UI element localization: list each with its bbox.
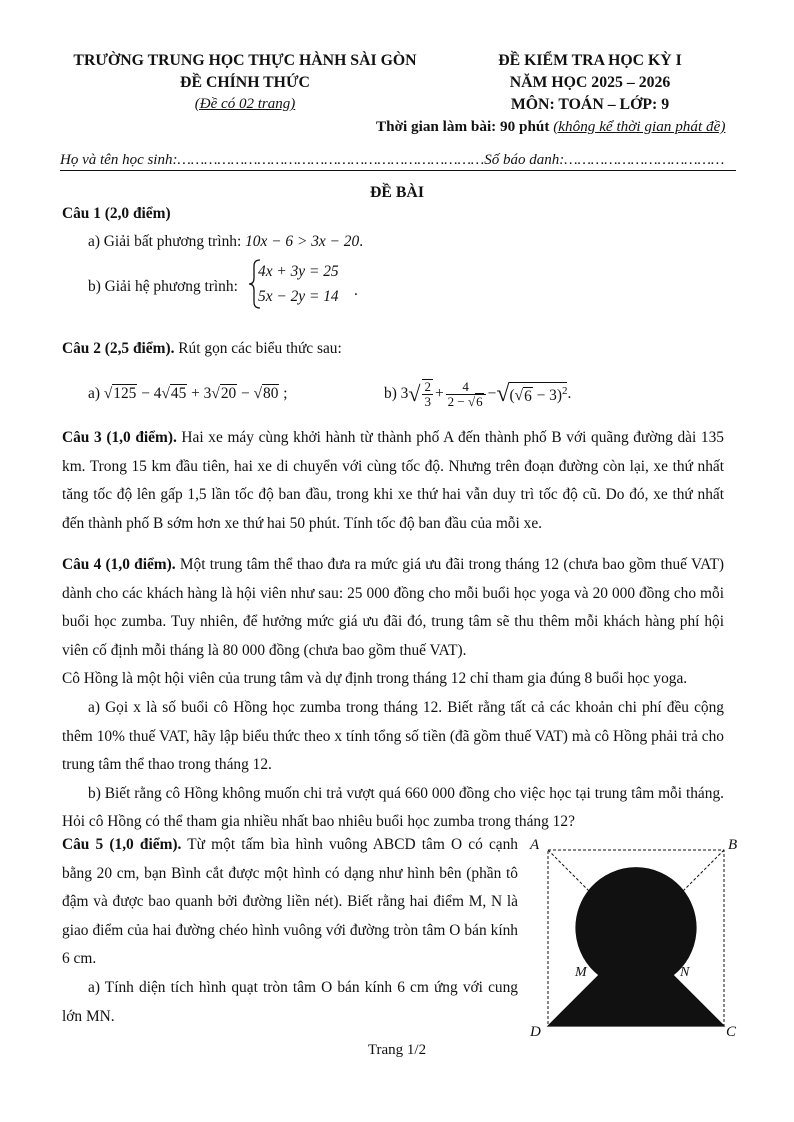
q2-b-frac2-den-b: 6 — [476, 393, 483, 409]
label-c: C — [726, 1024, 737, 1040]
q4-text: Một trung tâm thể thao đưa ra mức giá ưu đãi trong tháng 12 (chưa bao gồm thuế VAT) dành cho các khách hàng là hội viên như sau: 25 000 đồng cho mỗi buổi học yoga và 20 000 đồng cho mỗi buổi học zumba. Tuy nhiên, để hưởng mức giá ưu đãi đó, trung tâm sẽ thu thêm mỗi khách hàng phí hội viên cố định mỗi tháng là 80 000 đồng (chưa bao gồm thuế VAT). — [62, 556, 725, 659]
q2-b-radicand: $(√6 - 3)^2$ — [509, 382, 567, 405]
q1-a-text: a) Giải bất phương trình: — [88, 233, 246, 250]
student-id-dots: ……………………………… — [564, 152, 725, 168]
q2-b-inner-c: − 3) — [532, 387, 562, 405]
q2-b-inner-b: 6 — [524, 387, 532, 405]
q4-b: b) Biết rằng cô Hồng không muốn chi trả vượt quá 660 000 đồng cho việc học tại trung tâm mỗi tháng. Hỏi cô Hồng có thể tham gia nhiều nhất bao nhiêu buổi học zumba trong tháng 12? — [62, 784, 724, 831]
q1-title: Câu 1 (2,0 điểm) — [62, 205, 171, 222]
q2-title: Câu 2 (2,5 điểm). — [62, 340, 175, 357]
label-m: M — [575, 965, 587, 980]
q2-b-exp: 2 — [561, 385, 568, 398]
q2-b-op1: + — [434, 385, 444, 402]
time-line — [376, 118, 725, 136]
q5-title: Câu 5 (1,0 điểm). — [62, 836, 182, 853]
q3-title: Câu 3 (1,0 điểm). — [62, 429, 177, 446]
q2-b-frac1-num: 2 — [424, 379, 431, 394]
q2-a-t4: 80 — [263, 385, 279, 402]
student-id-label: Số báo danh: — [484, 152, 565, 168]
q2-intro: Rút gọn các biểu thức sau: — [174, 340, 342, 357]
time-note: (không kể thời gian phát đề) — [553, 118, 726, 135]
q2-b-frac2-den: 2 − √6 — [447, 393, 483, 409]
q3-block — [62, 424, 724, 538]
q3-text: Hai xe máy cùng khởi hành từ thành phố A đến thành phố B với quãng đường dài 135 km. Trong 15 km đầu tiên, hai xe di chuyển với cùng tốc độ. Nhưng trên đoạn đường còn lại, xe thứ nhất tăng tốc độ lên gấp 1,5 lần tốc độ ban đầu, trong khi xe thứ hai vẫn duy trì tốc độ cũ. Do đó, xe thứ nhất đến thành phố B sớm hơn xe thứ hai 50 phút. Tính tốc độ ban đầu của mỗi xe. — [62, 429, 724, 532]
q5-block — [62, 831, 518, 1031]
q2-b: b) 3 √ $\frac{2}{3}$ + $\frac{4}{2 - √6}$ − √ $(√6 - 3)^2$ . — [384, 378, 572, 409]
q2-header — [62, 340, 342, 358]
official-label: ĐỀ CHÍNH THỨC — [180, 74, 310, 91]
q1-b-eq1: 4x + 3y = 25 — [258, 263, 339, 280]
q2-b-frac1 — [422, 379, 433, 409]
q2-b-op2: − — [487, 385, 497, 402]
q2-b-frac2 — [446, 380, 486, 409]
page-number: Trang 1/2 — [367, 1042, 427, 1058]
student-name-label: Họ và tên học sinh: — [60, 152, 178, 168]
q4-title: Câu 4 (1,0 điểm). — [62, 556, 176, 573]
q2-a-op3: − — [237, 385, 254, 402]
square-cutout-diagram — [528, 834, 744, 1044]
header-divider — [60, 170, 736, 171]
q1-b-end: . — [354, 282, 358, 299]
q2-b-frac2-num: 4 — [446, 380, 486, 395]
q2-a-end: ; — [279, 385, 288, 402]
q4-a: a) Gọi x là số buổi cô Hồng học zumba trong tháng 12. Biết rằng tất cả các khoản chi phí đều cộng thêm 10% thuế VAT, hãy lập biểu thức theo x tính tổng số tiền (đã gồm thuế VAT) mà cô Hồng phải trả cho trung tâm thể thao trong tháng 12. — [62, 698, 724, 774]
q2-a-op1: − 4 — [137, 385, 162, 402]
label-a: A — [530, 837, 540, 853]
q2-a-t2: 45 — [170, 385, 187, 402]
q1-a — [88, 233, 363, 251]
q1-a-expr: 10x − 6 > 3x − 20 — [245, 233, 360, 250]
exam-title: ĐỀ KIỂM TRA HỌC KỲ I — [498, 52, 682, 69]
label-b: B — [728, 837, 738, 853]
q1-b-text: b) Giải hệ phương trình: — [88, 278, 238, 295]
q2-a-label: a) — [88, 385, 104, 402]
q2-a: a) √125 − 4√45 + 3√20 − √80 ; — [88, 385, 288, 402]
student-info-line — [60, 152, 724, 169]
school-name: TRƯỜNG TRUNG HỌC THỰC HÀNH SÀI GÒN — [73, 52, 417, 69]
q5-figure — [528, 834, 744, 1044]
q4-block — [62, 551, 724, 837]
student-name-dots: …………………………………………………………… — [177, 152, 485, 168]
q2-a-t1: 125 — [113, 385, 137, 402]
subject: MÔN: TOÁN – LỚP: 9 — [510, 96, 670, 113]
section-title: ĐỀ BÀI — [370, 184, 424, 201]
q2-a-op2: + 3 — [187, 385, 212, 402]
q5-a: a) Tính diện tích hình quạt tròn tâm O bán kính 6 cm ứng với cung lớn MN. — [62, 978, 518, 1025]
pages-note: (Đề có 02 trang) — [194, 96, 296, 112]
q4-line2: Cô Hồng là một hội viên của trung tâm và dự định trong tháng 12 chỉ tham gia đúng 8 buổi học yoga. — [62, 670, 688, 688]
q1-a-end: . — [359, 233, 364, 250]
q2-b-frac1-den: 3 — [424, 394, 431, 409]
label-n: N — [680, 965, 690, 980]
q2-b-frac2-den-a: 2 − — [447, 393, 468, 409]
school-year: NĂM HỌC 2025 – 2026 — [509, 74, 671, 91]
q2-a-t3: 20 — [220, 385, 237, 402]
q1-b-eq2: 5x − 2y = 14 — [258, 288, 339, 305]
q5-text: Từ một tấm bìa hình vuông ABCD tâm O có cạnh bằng 20 cm, bạn Bình cắt được một hình có dạng như hình bên (phần tô đậm và được bao quanh bởi đường liền nét). Biết rằng hai điểm M, N là giao điểm của hai đường chéo hình vuông với đường tròn tâm O bán kính 6 cm. — [62, 836, 518, 968]
q2-b-end: . — [567, 385, 572, 402]
shaded-region — [548, 868, 724, 1026]
time-label: Thời gian làm bài: 90 phút — [376, 118, 550, 135]
q2-b-label: b) 3 — [384, 385, 409, 402]
q2-b-inner-a: ( — [509, 387, 515, 405]
label-d: D — [530, 1024, 541, 1040]
